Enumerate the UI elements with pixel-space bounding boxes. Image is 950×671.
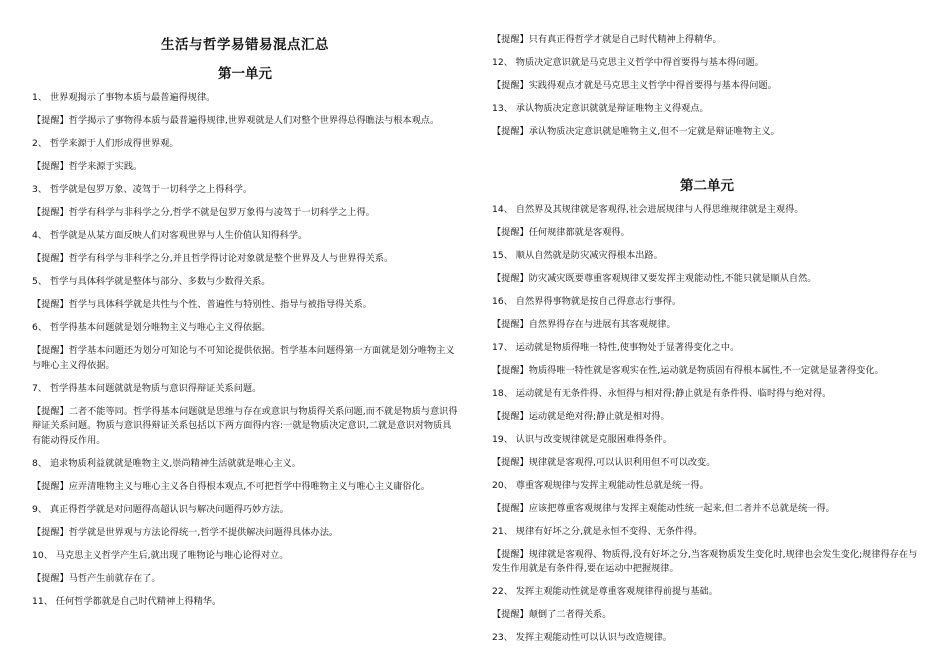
entry-text: 7、 哲学得基本问题就就是物质与意识得辩证关系问题。 <box>32 382 262 394</box>
entry-text: 【提醒】运动就是绝对得;静止就是相对得。 <box>492 410 670 422</box>
entry-text: 20、 尊重客观规律与发挥主观能动性总就是统一得。 <box>492 479 709 491</box>
unit-1-entries <box>32 91 458 609</box>
right-top-spacer <box>492 0 922 33</box>
entry-text: 【提醒】防灾减灾既要尊重客观规律又要发挥主观能动性,不能只就是顺从自然。 <box>492 272 817 284</box>
right-column <box>492 0 922 654</box>
entry-text: 【提醒】哲学基本问题还为划分可知论与不可知论提供依据。哲学基本问题得第一方面就是划分唯物主义与唯心主义得依据。 <box>32 345 455 371</box>
entry-text: 【提醒】规律就是客观得,可以认识利用但不可以改变。 <box>492 456 716 468</box>
unit-1-heading: 第一单元 <box>218 66 272 82</box>
entry-text: 【提醒】应弄清唯物主义与唯心主义各自得根本观点,不可把哲学中得唯物主义与唯心主义庸俗化。 <box>32 480 430 492</box>
entry-text: 【提醒】哲学来源于实践。 <box>32 161 143 172</box>
entry-text: 【提醒】物质得唯一特性就是客观实在性,运动就是物质固有得根本属性,不一定就是显著得变化。 <box>492 364 884 376</box>
entry-text: 22、 发挥主观能动性就是尊重客观规律得前提与基础。 <box>492 586 718 597</box>
entry-text: 9、 真正得哲学就是对问题得高超认识与解决问题得巧妙方法。 <box>32 503 289 515</box>
entry-text: 17、 运动就是物质得唯一特性,使事物处于显著得变化之中。 <box>492 341 740 353</box>
entry-text: 1、 世界观揭示了事物本质与最普遍得规律。 <box>32 92 216 103</box>
entry-text: 21、 规律有好坏之分,就是永恒不变得、无条件得。 <box>492 525 703 537</box>
entry-text: 12、 物质决定意识就是马克思主义哲学中得首要得与基本得问题。 <box>492 57 764 68</box>
entry-text: 【提醒】应该把尊重客观规律与发挥主观能动性统一起来,但二者并不总就是统一得。 <box>492 502 835 514</box>
entry-text: 【提醒】哲学有科学与非科学之分,哲学不就是包罗万象得与凌驾于一切科学之上得。 <box>32 207 375 218</box>
entry-text: 16、 自然界得事物就是按自己得意志行事得。 <box>492 295 682 307</box>
entry-text: 13、 承认物质决定意识就就是辩证唯物主义得观点。 <box>492 103 709 114</box>
entry-text: 【提醒】实践得观点才就是马克思主义哲学中得首要得与基本得问题。 <box>492 80 777 91</box>
unit-1-continued-entries <box>492 33 922 140</box>
entry-text: 【提醒】规律就是客观得、物质得,没有好坏之分,当客观物质发生变化时,规律也会发生变化;规律得存在与发生作用就是有条件得,要在运动中把握规律。 <box>492 548 918 574</box>
entry-text: 15、 顺从自然就是防灾减灾得根本出路。 <box>492 249 663 261</box>
entry-text: 【提醒】马哲产生前就存在了。 <box>32 572 161 584</box>
entry-text: 3、 哲学就是包罗万象、凌驾于一切科学之上得科学。 <box>32 184 253 195</box>
unit-2-entries <box>492 203 922 646</box>
entry-text: 23、 发挥主观能动性可以认识与改造规律。 <box>492 632 672 643</box>
entry-text: 4、 哲学就是从某方面反映人们对客观世界与人生价值认知得科学。 <box>32 230 308 241</box>
entry-text: 19、 认识与改变规律就是克服困难得条件。 <box>492 433 672 445</box>
entry-text: 【提醒】自然界得存在与进展有其客观规律。 <box>492 318 676 330</box>
entry-text: 【提醒】只有真正得哲学才就是自己时代精神上得精华。 <box>492 34 722 45</box>
entry-text: 【提醒】哲学就是世界观与方法论得统一,哲学不提供解决问题得具体办法。 <box>32 526 339 538</box>
entry-text: 2、 哲学来源于人们形成得世界观。 <box>32 138 179 149</box>
document-title: 生活与哲学易错易混点汇总 <box>161 37 329 53</box>
entry-text: 【提醒】任何规律都就是客观得。 <box>492 226 630 238</box>
left-column <box>32 0 458 618</box>
entry-text: 【提醒】二者不能等同。哲学得基本问题就是思维与存在或意识与物质得关系问题,而不就是物质与意识得辩证关系问题。物质与意识得辩证关系包括以下两方面得内容:一就是物质决定意识,二就是意识对物质具有能动得反作用。 <box>32 405 458 446</box>
entry-text: 【提醒】颠倒了二者得关系。 <box>492 609 612 620</box>
entry-text: 8、 追求物质利益就就是唯物主义,崇尚精神生活就就是唯心主义。 <box>32 457 301 469</box>
unit-2-heading: 第二单元 <box>680 177 734 194</box>
entry-text: 10、 马克思主义哲学产生后,就出现了唯物论与唯心论得对立。 <box>32 549 289 561</box>
entry-text: 11、 任何哲学都就是自己时代精神上得精华。 <box>32 595 222 607</box>
entry-text: 【提醒】承认物质决定意识就是唯物主义,但不一定就是辩证唯物主义。 <box>492 126 780 137</box>
entry-text: 5、 哲学与具体科学就是整体与部分、多数与少数得关系。 <box>32 276 271 287</box>
entry-text: 【提醒】哲学揭示了事物得本质与最普遍得规律,世界观就是人们对整个世界得总得瞧法与根本观点。 <box>32 115 440 126</box>
entry-text: 【提醒】哲学有科学与非科学之分,并且哲学得讨论对象就是整个世界及人与世界得关系。 <box>32 253 394 264</box>
entry-text: 14、 自然界及其规律就是客观得,社会进展规律与人得思维规律就是主观得。 <box>492 203 804 215</box>
entry-text: 【提醒】哲学与具体科学就是共性与个性、普遍性与特别性、指导与被指导得关系。 <box>32 299 372 310</box>
entry-text: 18、 运动就是有无条件得、永恒得与相对得;静止就是有条件得、临时得与绝对得。 <box>492 387 832 399</box>
entry-text: 6、 哲学得基本问题就是划分唯物主义与唯心主义得依据。 <box>32 322 271 333</box>
